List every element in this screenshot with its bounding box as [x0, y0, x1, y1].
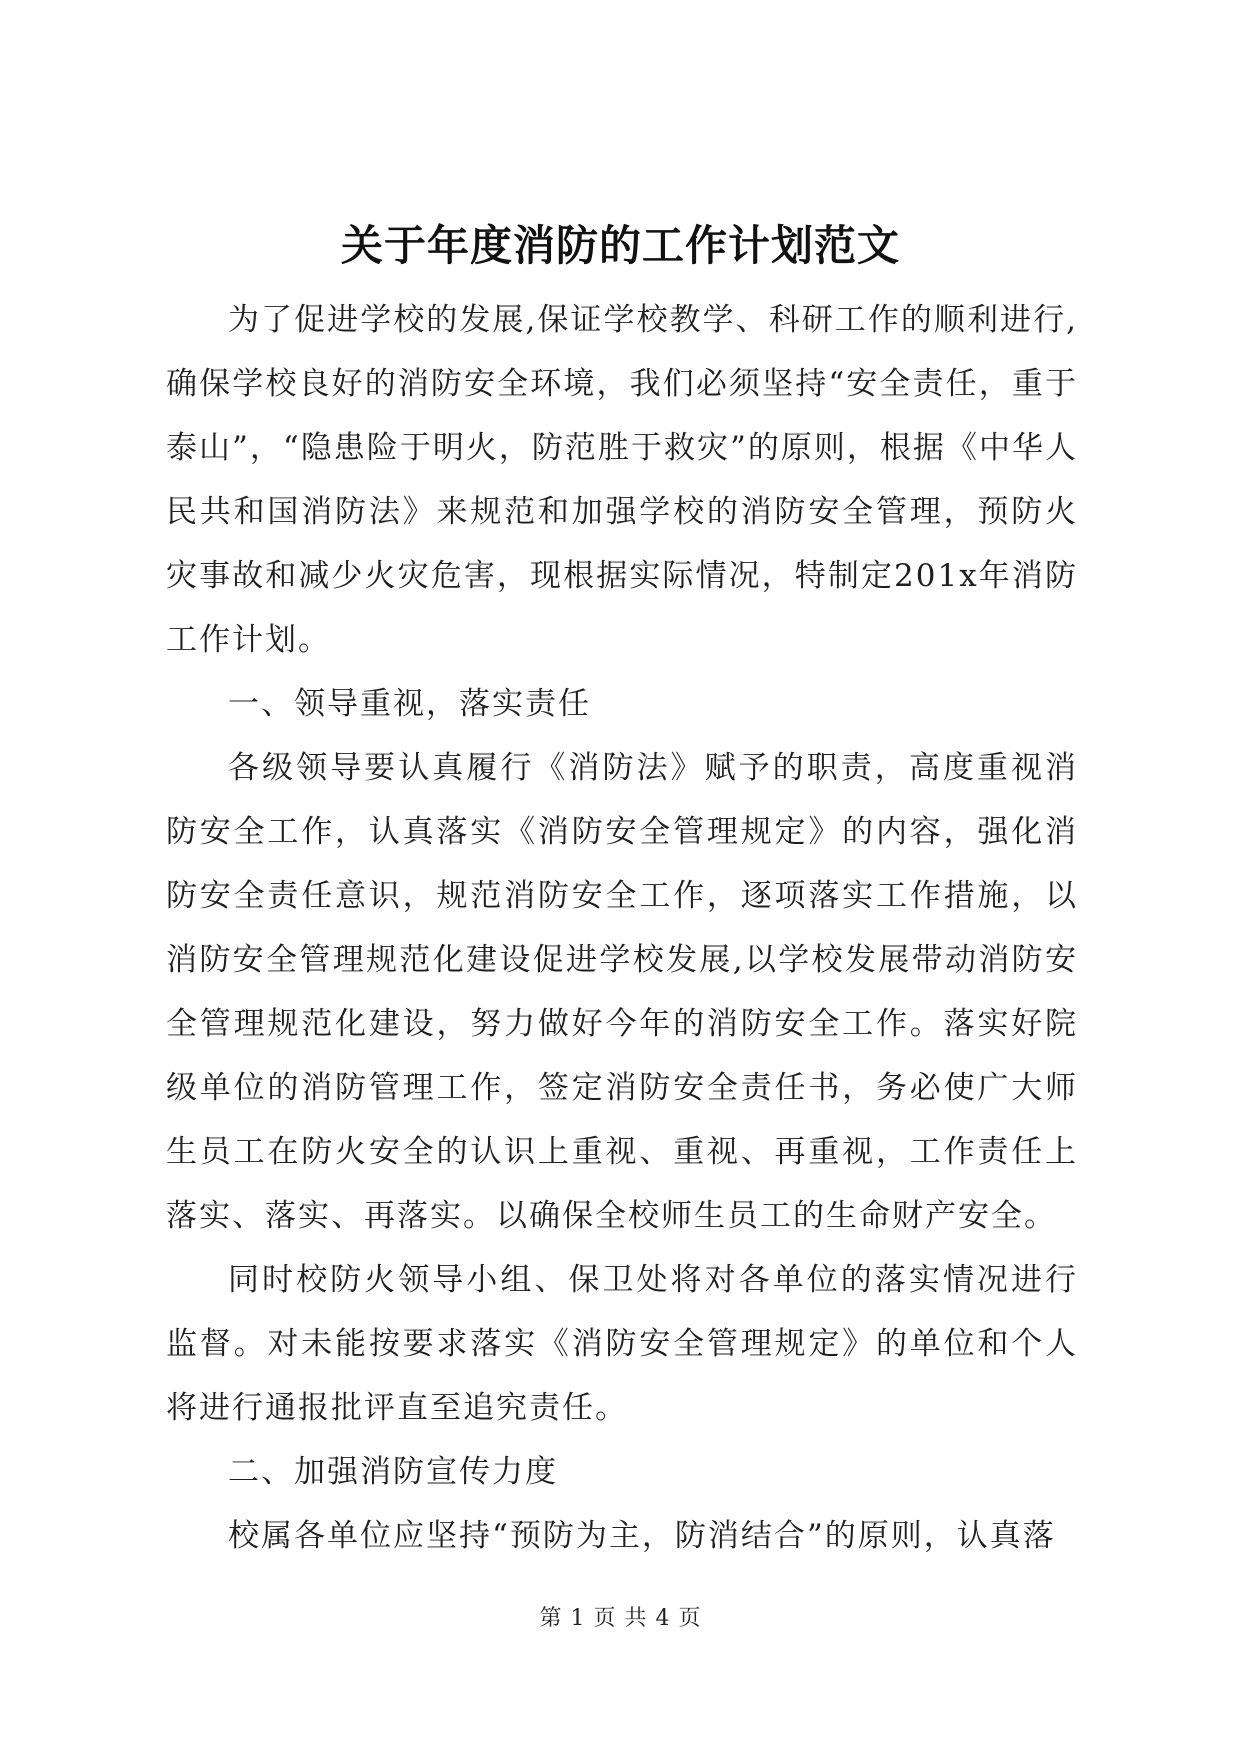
- paragraph-section-2: 校属各单位应坚持“预防为主，防消结合”的原则，认真落: [228, 1518, 1056, 1554]
- section-heading-2: 二、加强消防宣传力度: [228, 1454, 558, 1490]
- document-body: [166, 288, 1078, 1568]
- page-number: 第 1 页 共 4 页: [539, 1606, 702, 1631]
- paragraph-section-1: 各级领导要认真履行《消防法》赋予的职责，高度重视消防安全工作，认真落实《消防安全管理规定》的内容，强化消防安全责任意识，规范消防安全工作，逐项落实工作措施，以消防安全管理规范化建设促进学校发展,以学校发展带动消防安全管理规范化建设，努力做好今年的消防安全工作。落实好院级单位的消防管理工作，签定消防安全责任书，务必使广大师生员工在防火安全的认识上重视、重视、再重视，工作责任上落实、落实、再落实。以确保全校师生员工的生命财产安全。: [166, 750, 1078, 1234]
- paragraph-supervision: 同时校防火领导小组、保卫处将对各单位的落实情况进行监督。对未能按要求落实《消防安全管理规定》的单位和个人将进行通报批评直至追究责任。: [166, 1262, 1078, 1426]
- document-title: 关于年度消防的工作计划范文: [340, 221, 900, 270]
- section-heading-1: 一、领导重视，落实责任: [228, 686, 591, 722]
- paragraph-intro: 为了促进学校的发展,保证学校教学、科研工作的顺利进行,确保学校良好的消防安全环境，我们必须坚持“安全责任，重于泰山”，“隐患险于明火，防范胜于救灾”的原则，根据《中华人民共和国消防法》来规范和加强学校的消防安全管理，预防火灾事故和减少火灾危害，现根据实际情况，特制定201x年消防工作计划。: [166, 302, 1078, 658]
